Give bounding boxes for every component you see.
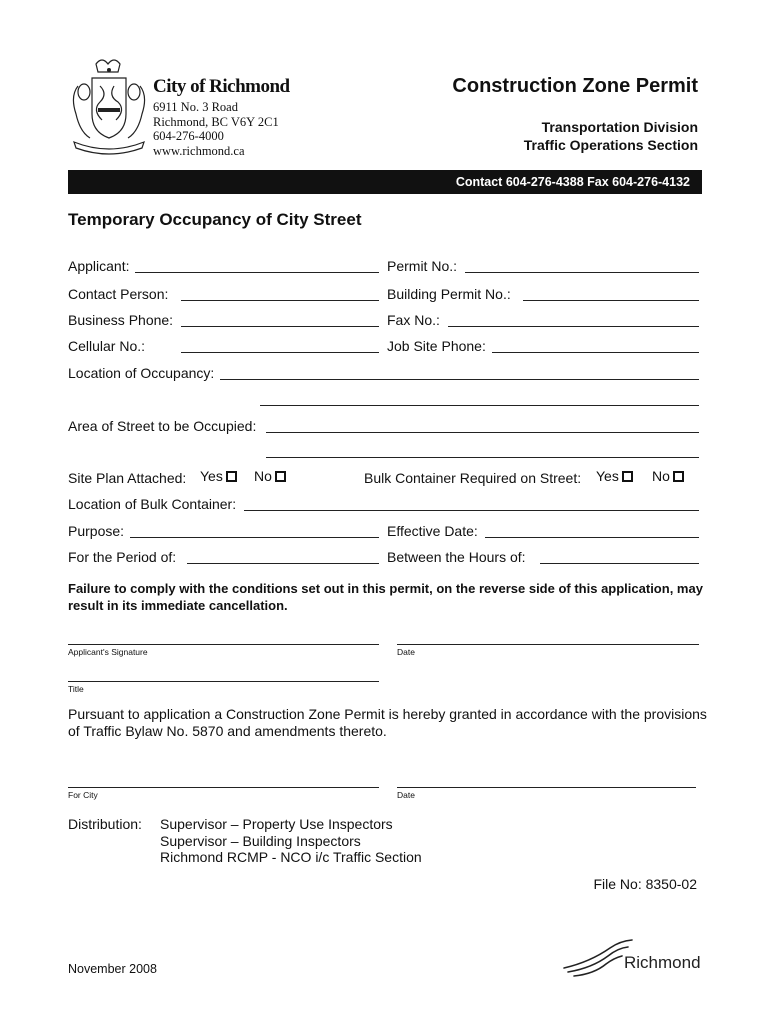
distribution-label: Distribution: bbox=[68, 816, 142, 832]
site-plan-yes-option[interactable] bbox=[200, 468, 237, 484]
site-plan-no-label: No bbox=[254, 468, 272, 484]
contact-person-label: Contact Person: bbox=[68, 286, 169, 302]
area-of-street-field-2[interactable] bbox=[266, 457, 699, 458]
applicant-signature-label: Applicant's Signature bbox=[68, 647, 148, 657]
area-of-street-label: Area of Street to be Occupied: bbox=[68, 418, 257, 434]
location-of-bulk-container-field[interactable] bbox=[244, 510, 699, 511]
building-permit-no-label: Building Permit No.: bbox=[387, 286, 511, 302]
bulk-yes-checkbox[interactable] bbox=[622, 471, 633, 482]
hours-field[interactable] bbox=[540, 563, 699, 564]
bulk-no-option[interactable] bbox=[652, 468, 684, 484]
period-label: For the Period of: bbox=[68, 549, 177, 565]
site-plan-attached-label: Site Plan Attached: bbox=[68, 470, 187, 486]
grant-statement: Pursuant to application a Construction Zone Permit is hereby granted in accordance with the provisions of Traffic Bylaw No. 5870 and amendments thereto. bbox=[68, 706, 707, 739]
applicant-signature-field[interactable] bbox=[68, 644, 379, 645]
site-plan-yes-checkbox[interactable] bbox=[226, 471, 237, 482]
contact-bar: Contact 604-276-4388 Fax 604-276-4132 bbox=[68, 170, 702, 194]
city-crest-logo bbox=[68, 56, 150, 156]
distribution-item: Supervisor – Property Use Inspectors bbox=[160, 816, 393, 832]
section-name: Traffic Operations Section bbox=[523, 137, 698, 153]
distribution-list bbox=[160, 816, 422, 866]
revision-date: November 2008 bbox=[68, 962, 157, 976]
for-city-signature-field[interactable] bbox=[68, 787, 379, 788]
address-line: Richmond, BC V6Y 2C1 bbox=[153, 114, 279, 129]
bulk-yes-label: Yes bbox=[596, 468, 619, 484]
permit-no-label: Permit No.: bbox=[387, 258, 458, 274]
city-date-label: Date bbox=[397, 790, 415, 800]
purpose-label: Purpose: bbox=[68, 523, 125, 539]
purpose-field[interactable] bbox=[130, 537, 379, 538]
for-city-label: For City bbox=[68, 790, 98, 800]
bulk-no-label: No bbox=[652, 468, 670, 484]
richmond-logo bbox=[560, 938, 700, 978]
site-plan-no-checkbox[interactable] bbox=[275, 471, 286, 482]
hours-label: Between the Hours of: bbox=[387, 549, 526, 565]
title-field[interactable] bbox=[68, 681, 379, 682]
bulk-yes-option[interactable] bbox=[596, 468, 633, 484]
contact-person-field[interactable] bbox=[181, 300, 379, 301]
city-date-field[interactable] bbox=[397, 787, 696, 788]
file-number: File No: 8350-02 bbox=[593, 876, 697, 892]
area-of-street-field[interactable] bbox=[266, 432, 699, 433]
bulk-no-checkbox[interactable] bbox=[673, 471, 684, 482]
cellular-no-label: Cellular No.: bbox=[68, 338, 146, 354]
period-field[interactable] bbox=[187, 563, 379, 564]
fax-no-field[interactable] bbox=[448, 326, 699, 327]
distribution-item: Supervisor – Building Inspectors bbox=[160, 832, 361, 849]
location-of-occupancy-label: Location of Occupancy: bbox=[68, 365, 215, 381]
applicant-field[interactable] bbox=[135, 272, 379, 273]
compliance-warning: Failure to comply with the conditions set out in this permit, on the reverse side of this application, may result in its immediate cancellation. bbox=[68, 581, 703, 613]
job-site-phone-field[interactable] bbox=[492, 352, 699, 353]
location-of-occupancy-field[interactable] bbox=[220, 379, 699, 380]
effective-date-field[interactable] bbox=[485, 537, 699, 538]
permit-no-field[interactable] bbox=[465, 272, 699, 273]
applicant-label: Applicant: bbox=[68, 258, 130, 274]
business-phone-field[interactable] bbox=[181, 326, 379, 327]
effective-date-label: Effective Date: bbox=[387, 523, 478, 539]
site-plan-no-option[interactable] bbox=[254, 468, 286, 484]
applicant-date-field[interactable] bbox=[397, 644, 699, 645]
cellular-no-field[interactable] bbox=[181, 352, 379, 353]
applicant-date-label: Date bbox=[397, 647, 415, 657]
city-name: City of Richmond bbox=[153, 76, 290, 97]
permit-title: Construction Zone Permit bbox=[452, 75, 698, 97]
form-subtitle: Temporary Occupancy of City Street bbox=[68, 210, 362, 229]
bulk-container-required-label: Bulk Container Required on Street: bbox=[364, 470, 582, 486]
title-label: Title bbox=[68, 684, 84, 694]
distribution-item: Richmond RCMP - NCO i/c Traffic Section bbox=[160, 849, 422, 865]
address-line: 6911 No. 3 Road bbox=[153, 100, 238, 114]
fax-no-label: Fax No.: bbox=[387, 312, 440, 328]
building-permit-no-field[interactable] bbox=[523, 300, 699, 301]
division-name: Transportation Division bbox=[541, 119, 698, 135]
location-of-bulk-container-label: Location of Bulk Container: bbox=[68, 496, 237, 512]
job-site-phone-label: Job Site Phone: bbox=[387, 338, 486, 354]
address-line: 604-276-4000 bbox=[153, 129, 224, 143]
richmond-logo-text: Richmond bbox=[624, 953, 700, 972]
address-line: www.richmond.ca bbox=[153, 143, 245, 158]
city-address bbox=[153, 100, 279, 158]
division-block bbox=[524, 118, 698, 154]
business-phone-label: Business Phone: bbox=[68, 312, 174, 328]
site-plan-yes-label: Yes bbox=[200, 468, 223, 484]
location-of-occupancy-field-2[interactable] bbox=[260, 405, 699, 406]
